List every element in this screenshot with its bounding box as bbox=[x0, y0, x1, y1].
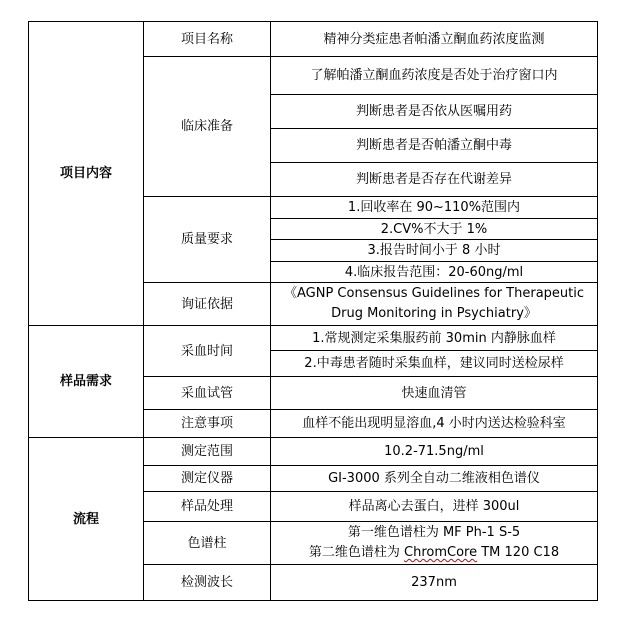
column-value bbox=[271, 522, 598, 565]
column-line-2 bbox=[273, 543, 595, 563]
row-label-column: 色谱柱 bbox=[144, 522, 271, 565]
row-label-instrument: 测定仪器 bbox=[144, 466, 271, 492]
row-label-blood-collection-time: 采血时间 bbox=[144, 326, 271, 377]
clinical-prep-item-3: 判断患者是否帕潘立酮中毒 bbox=[271, 129, 598, 163]
sample-processing-value: 样品离心去蛋白，进样 300ul bbox=[271, 492, 598, 522]
row-label-blood-tube: 采血试管 bbox=[144, 377, 271, 410]
table-row bbox=[29, 438, 598, 466]
spellcheck-underlined-word: ChromCore bbox=[404, 545, 478, 560]
evidence-line-1: 《AGNP Consensus Guidelines for Therapeutic bbox=[283, 286, 584, 301]
category-process: 流程 bbox=[29, 438, 144, 601]
precautions-value: 血样不能出现明显溶血,4 小时内送达检验科室 bbox=[271, 410, 598, 438]
row-label-measuring-range: 测定范围 bbox=[144, 438, 271, 466]
category-project-content: 项目内容 bbox=[29, 22, 144, 326]
row-label-evidence-basis: 询证依据 bbox=[144, 283, 271, 326]
clinical-prep-item-4: 判断患者是否存在代谢差异 bbox=[271, 163, 598, 197]
column-line-2-suffix: TM 120 C18 bbox=[477, 545, 560, 560]
collection-time-item-1: 1.常规测定采集服药前 30min 内静脉血样 bbox=[271, 326, 598, 351]
evidence-basis-value bbox=[271, 283, 598, 326]
collection-time-item-2: 2.中毒患者随时采集血样，建议同时送检尿样 bbox=[271, 351, 598, 377]
drug-monitoring-table bbox=[28, 21, 598, 601]
clinical-prep-item-2: 判断患者是否依从医嘱用药 bbox=[271, 95, 598, 129]
quality-req-item-1: 1.回收率在 90~110%范围内 bbox=[271, 197, 598, 219]
category-sample-requirements: 样品需求 bbox=[29, 326, 144, 438]
table-row bbox=[29, 326, 598, 351]
row-label-project-name: 项目名称 bbox=[144, 22, 271, 57]
clinical-prep-item-1: 了解帕潘立酮血药浓度是否处于治疗窗口内 bbox=[271, 57, 598, 95]
evidence-line-2: Drug Monitoring in Psychiatry》 bbox=[331, 306, 537, 321]
measuring-range-value: 10.2-71.5ng/ml bbox=[271, 438, 598, 466]
instrument-value: GI-3000 系列全自动二维液相色谱仪 bbox=[271, 466, 598, 492]
row-label-quality-req: 质量要求 bbox=[144, 197, 271, 283]
column-line-2-prefix: 第二维色谱柱为 bbox=[308, 545, 405, 560]
detection-wavelength-value: 237nm bbox=[271, 565, 598, 601]
table-row bbox=[29, 22, 598, 57]
row-label-sample-processing: 样品处理 bbox=[144, 492, 271, 522]
row-label-clinical-prep: 临床准备 bbox=[144, 57, 271, 197]
blood-tube-value: 快速血清管 bbox=[271, 377, 598, 410]
row-label-detection-wavelength: 检测波长 bbox=[144, 565, 271, 601]
row-label-precautions: 注意事项 bbox=[144, 410, 271, 438]
project-name-value: 精神分类症患者帕潘立酮血药浓度监测 bbox=[271, 22, 598, 57]
column-line-1: 第一维色谱柱为 MF Ph-1 S-5 bbox=[347, 525, 521, 540]
quality-req-item-3: 3.报告时间小于 8 小时 bbox=[271, 240, 598, 262]
quality-req-item-4: 4.临床报告范围：20-60ng/ml bbox=[271, 262, 598, 283]
quality-req-item-2: 2.CV%不大于 1% bbox=[271, 219, 598, 240]
